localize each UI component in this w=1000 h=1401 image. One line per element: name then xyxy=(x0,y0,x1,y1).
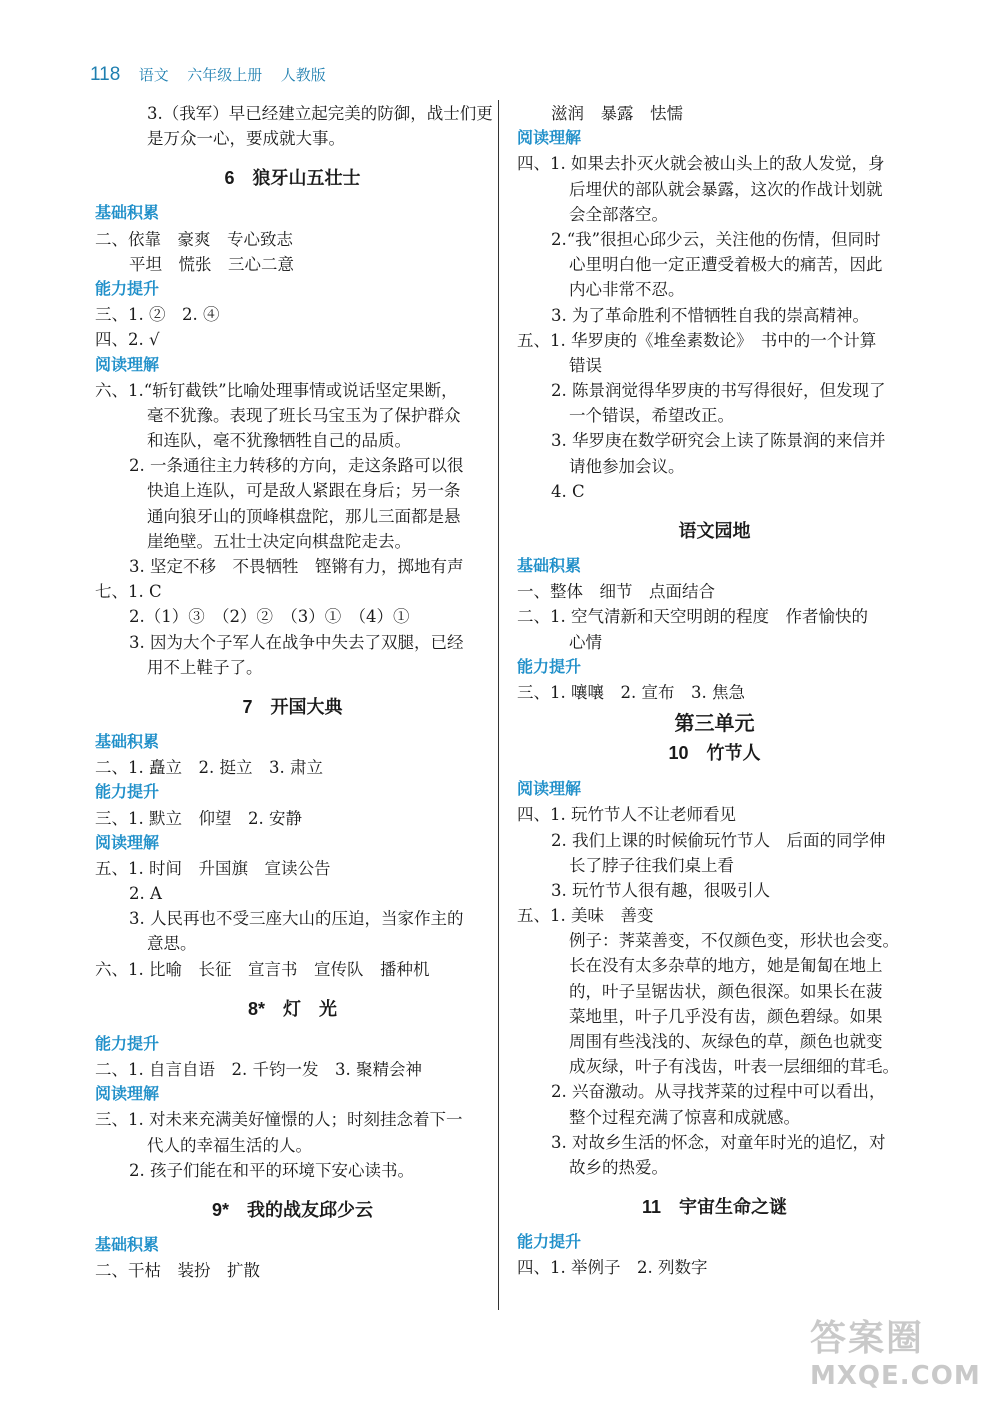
answer-line: 成灰绿，叶子有浅齿，叶表一层细细的茸毛。 xyxy=(569,1057,899,1077)
answer-line: 平坦 慌张 三心二意 xyxy=(129,254,294,274)
watermark-logo-text: 答案圈 xyxy=(810,1318,925,1359)
answer-line: 例子：荠菜善变，不仅颜色变，形状也会变。 xyxy=(569,931,899,951)
answer-line: 和连队，毫不犹豫牺牲自己的品质。 xyxy=(147,431,411,451)
answer-line: 会全部落空。 xyxy=(569,204,668,224)
answer-line: 的，叶子呈锯齿状，颜色很深。如果长在菠 xyxy=(569,981,883,1001)
lesson-title: 6 狼牙山五壮士 xyxy=(224,168,361,189)
left-column xyxy=(95,101,493,1283)
answer-line: 菜地里，叶子几乎没有齿，颜色碧绿。如果 xyxy=(569,1006,883,1026)
section-heading: 阅读理解 xyxy=(517,781,582,799)
answer-line: 长了脖子往我们桌上看 xyxy=(569,855,734,875)
answer-line: 滋润 暴露 怯懦 xyxy=(551,104,683,123)
answer-line: 2. 一条通往主力转移的方向，走这条路可以很 xyxy=(129,456,464,476)
grade-label: 六年级上册 xyxy=(187,67,263,84)
answer-line: 二、1. 自言自语 2. 千钧一发 3. 聚精会神 xyxy=(95,1060,422,1079)
answer-line: 3. 因为大个子军人在战争中失去了双腿，已经 xyxy=(129,632,464,652)
page-number: 118 xyxy=(90,64,121,85)
answer-line: 一、整体 细节 点面结合 xyxy=(517,582,715,602)
answer-line: 2.（1）③ （2）② （3）① （4）① xyxy=(129,607,410,627)
answer-line: 快追上连队，可是敌人紧跟在身后；另一条 xyxy=(147,481,461,501)
answer-line: 2.“我”很担心邱少云，关注他的伤情，但同时 xyxy=(551,229,881,249)
lesson-title: 语文园地 xyxy=(678,521,751,541)
answer-line: 四、2. √ xyxy=(95,330,160,350)
answer-line: 3.（我军）早已经建立起完美的防御，战士们更 xyxy=(147,104,493,123)
answer-line: 2. 陈景润觉得华罗庚的书写得很好，但发现了 xyxy=(551,381,886,401)
answer-line: 2. 孩子们能在和平的环境下安心读书。 xyxy=(129,1160,414,1180)
lesson-title: 10 竹节人 xyxy=(668,743,761,764)
section-heading: 基础积累 xyxy=(95,733,160,751)
answer-line: 2. 我们上课的时候偷玩竹节人 后面的同学伸 xyxy=(551,830,886,850)
section-heading: 能力提升 xyxy=(517,658,582,676)
answer-line: 六、1.“斩钉截铁”比喻处理事情或说话坚定果断， xyxy=(95,380,458,400)
answer-line: 三、1. 默立 仰望 2. 安静 xyxy=(95,808,302,828)
answer-line: 心情 xyxy=(569,632,602,652)
edition-label: 人教版 xyxy=(280,67,326,84)
answer-line: 是万众一心，要成就大事。 xyxy=(147,129,345,149)
answer-line: 3. 人民再也不受三座大山的压迫，当家作主的 xyxy=(129,909,464,929)
answer-line: 后埋伏的部队就会暴露，这次的作战计划就 xyxy=(569,179,883,199)
answer-line: 心里明白他一定正遭受着极大的痛苦，因此 xyxy=(569,255,883,275)
answer-line: 五、1. 华罗庚的《堆垒素数论》 书中的一个计算 xyxy=(517,330,877,350)
answer-line: 3. 为了革命胜利不惜牺牲自我的崇高精神。 xyxy=(551,305,869,325)
section-heading: 能力提升 xyxy=(95,784,160,802)
section-heading: 能力提升 xyxy=(95,280,160,298)
answer-line: 四、1. 玩竹节人不让老师看见 xyxy=(517,805,736,825)
answer-line: 毫不犹豫。表现了班长马宝玉为了保护群众 xyxy=(147,405,461,425)
answer-line: 3. 华罗庚在数学研究会上读了陈景润的来信并 xyxy=(551,431,886,451)
answer-line: 二、1. 矗立 2. 挺立 3. 肃立 xyxy=(95,758,323,778)
answer-line: 3. 玩竹节人很有趣，很吸引人 xyxy=(551,880,770,900)
answer-line: 用不上鞋子了。 xyxy=(147,657,263,677)
lesson-title: 9* 我的战友邱少云 xyxy=(211,1199,373,1220)
answer-line: 二、依靠 豪爽 专心致志 xyxy=(95,229,293,249)
watermark xyxy=(810,1310,990,1390)
section-heading: 基础积累 xyxy=(517,558,582,575)
answer-line: 3. 对故乡生活的怀念，对童年时光的追忆，对 xyxy=(551,1132,886,1152)
answer-line: 四、1. 举例子 2. 列数字 xyxy=(517,1258,708,1278)
watermark-url: MXQE.COM xyxy=(810,1361,981,1391)
section-heading: 基础积累 xyxy=(95,205,160,223)
section-heading: 阅读理解 xyxy=(95,356,160,374)
answer-line: 请他参加会议。 xyxy=(569,456,685,476)
answer-line: 二、干枯 装扮 扩散 xyxy=(95,1261,260,1281)
answer-line: 2. 兴奋激动。从寻找荠菜的过程中可以看出， xyxy=(551,1082,886,1102)
answer-line: 意思。 xyxy=(147,934,197,954)
page-header xyxy=(90,64,340,86)
answer-line: 四、1. 如果去扑灭火就会被山头上的敌人发觉，身 xyxy=(517,154,885,174)
answer-line: 六、1. 比喻 长征 宣言书 宣传队 播种机 xyxy=(95,959,430,979)
answer-line: 内心非常不忍。 xyxy=(569,280,685,300)
answer-line: 周围有些浅浅的、灰绿色的草，颜色也就变 xyxy=(569,1032,883,1051)
answer-line: 长在没有太多杂草的地方，她是匍匐在地上 xyxy=(569,956,883,976)
answer-line: 二、1. 空气清新和天空明朗的程度 作者愉快的 xyxy=(517,607,868,627)
section-heading: 阅读理解 xyxy=(95,1086,160,1104)
section-heading: 基础积累 xyxy=(95,1236,160,1254)
answer-line: 七、1. C xyxy=(95,582,162,602)
answer-line: 五、1. 美味 善变 xyxy=(517,906,654,926)
answer-line: 故乡的热爱。 xyxy=(569,1157,668,1177)
answer-line: 4. C xyxy=(551,481,585,501)
answer-line: 错误 xyxy=(569,355,602,375)
lesson-title: 11 宇宙生命之谜 xyxy=(641,1197,788,1218)
section-heading: 阅读理解 xyxy=(517,130,582,148)
answer-line: 崖绝壁。五壮士决定向棋盘陀走去。 xyxy=(147,531,411,551)
answer-line: 通向狼牙山的顶峰棋盘陀，那儿三面都是悬 xyxy=(147,506,461,526)
answer-line: 代人的幸福生活的人。 xyxy=(147,1135,312,1155)
answer-line: 三、1. 对未来充满美好憧憬的人；时刻挂念着下一 xyxy=(95,1110,463,1130)
unit-title: 第三单元 xyxy=(674,713,755,736)
answer-line: 3. 坚定不移 不畏牺牲 铿锵有力，掷地有声 xyxy=(129,557,464,576)
answer-line: 2. A xyxy=(129,884,162,904)
column-divider xyxy=(498,100,499,1310)
answer-line: 五、1. 时间 升国旗 宣读公告 xyxy=(95,858,331,878)
subject-label: 语文 xyxy=(138,67,169,84)
section-heading: 阅读理解 xyxy=(95,834,160,852)
lesson-title: 7 开国大典 xyxy=(242,696,343,717)
right-column xyxy=(517,101,912,1281)
answer-line: 一个错误，希望改正。 xyxy=(569,406,734,426)
answer-line: 三、1. 嚷嚷 2. 宣布 3. 焦急 xyxy=(517,682,745,702)
answer-line: 整个过程充满了惊喜和成就感。 xyxy=(569,1107,800,1127)
section-heading: 能力提升 xyxy=(95,1035,160,1053)
answer-line: 三、1. ② 2. ④ xyxy=(95,305,220,325)
lesson-title: 8* 灯 光 xyxy=(247,998,337,1019)
section-heading: 能力提升 xyxy=(517,1234,582,1252)
